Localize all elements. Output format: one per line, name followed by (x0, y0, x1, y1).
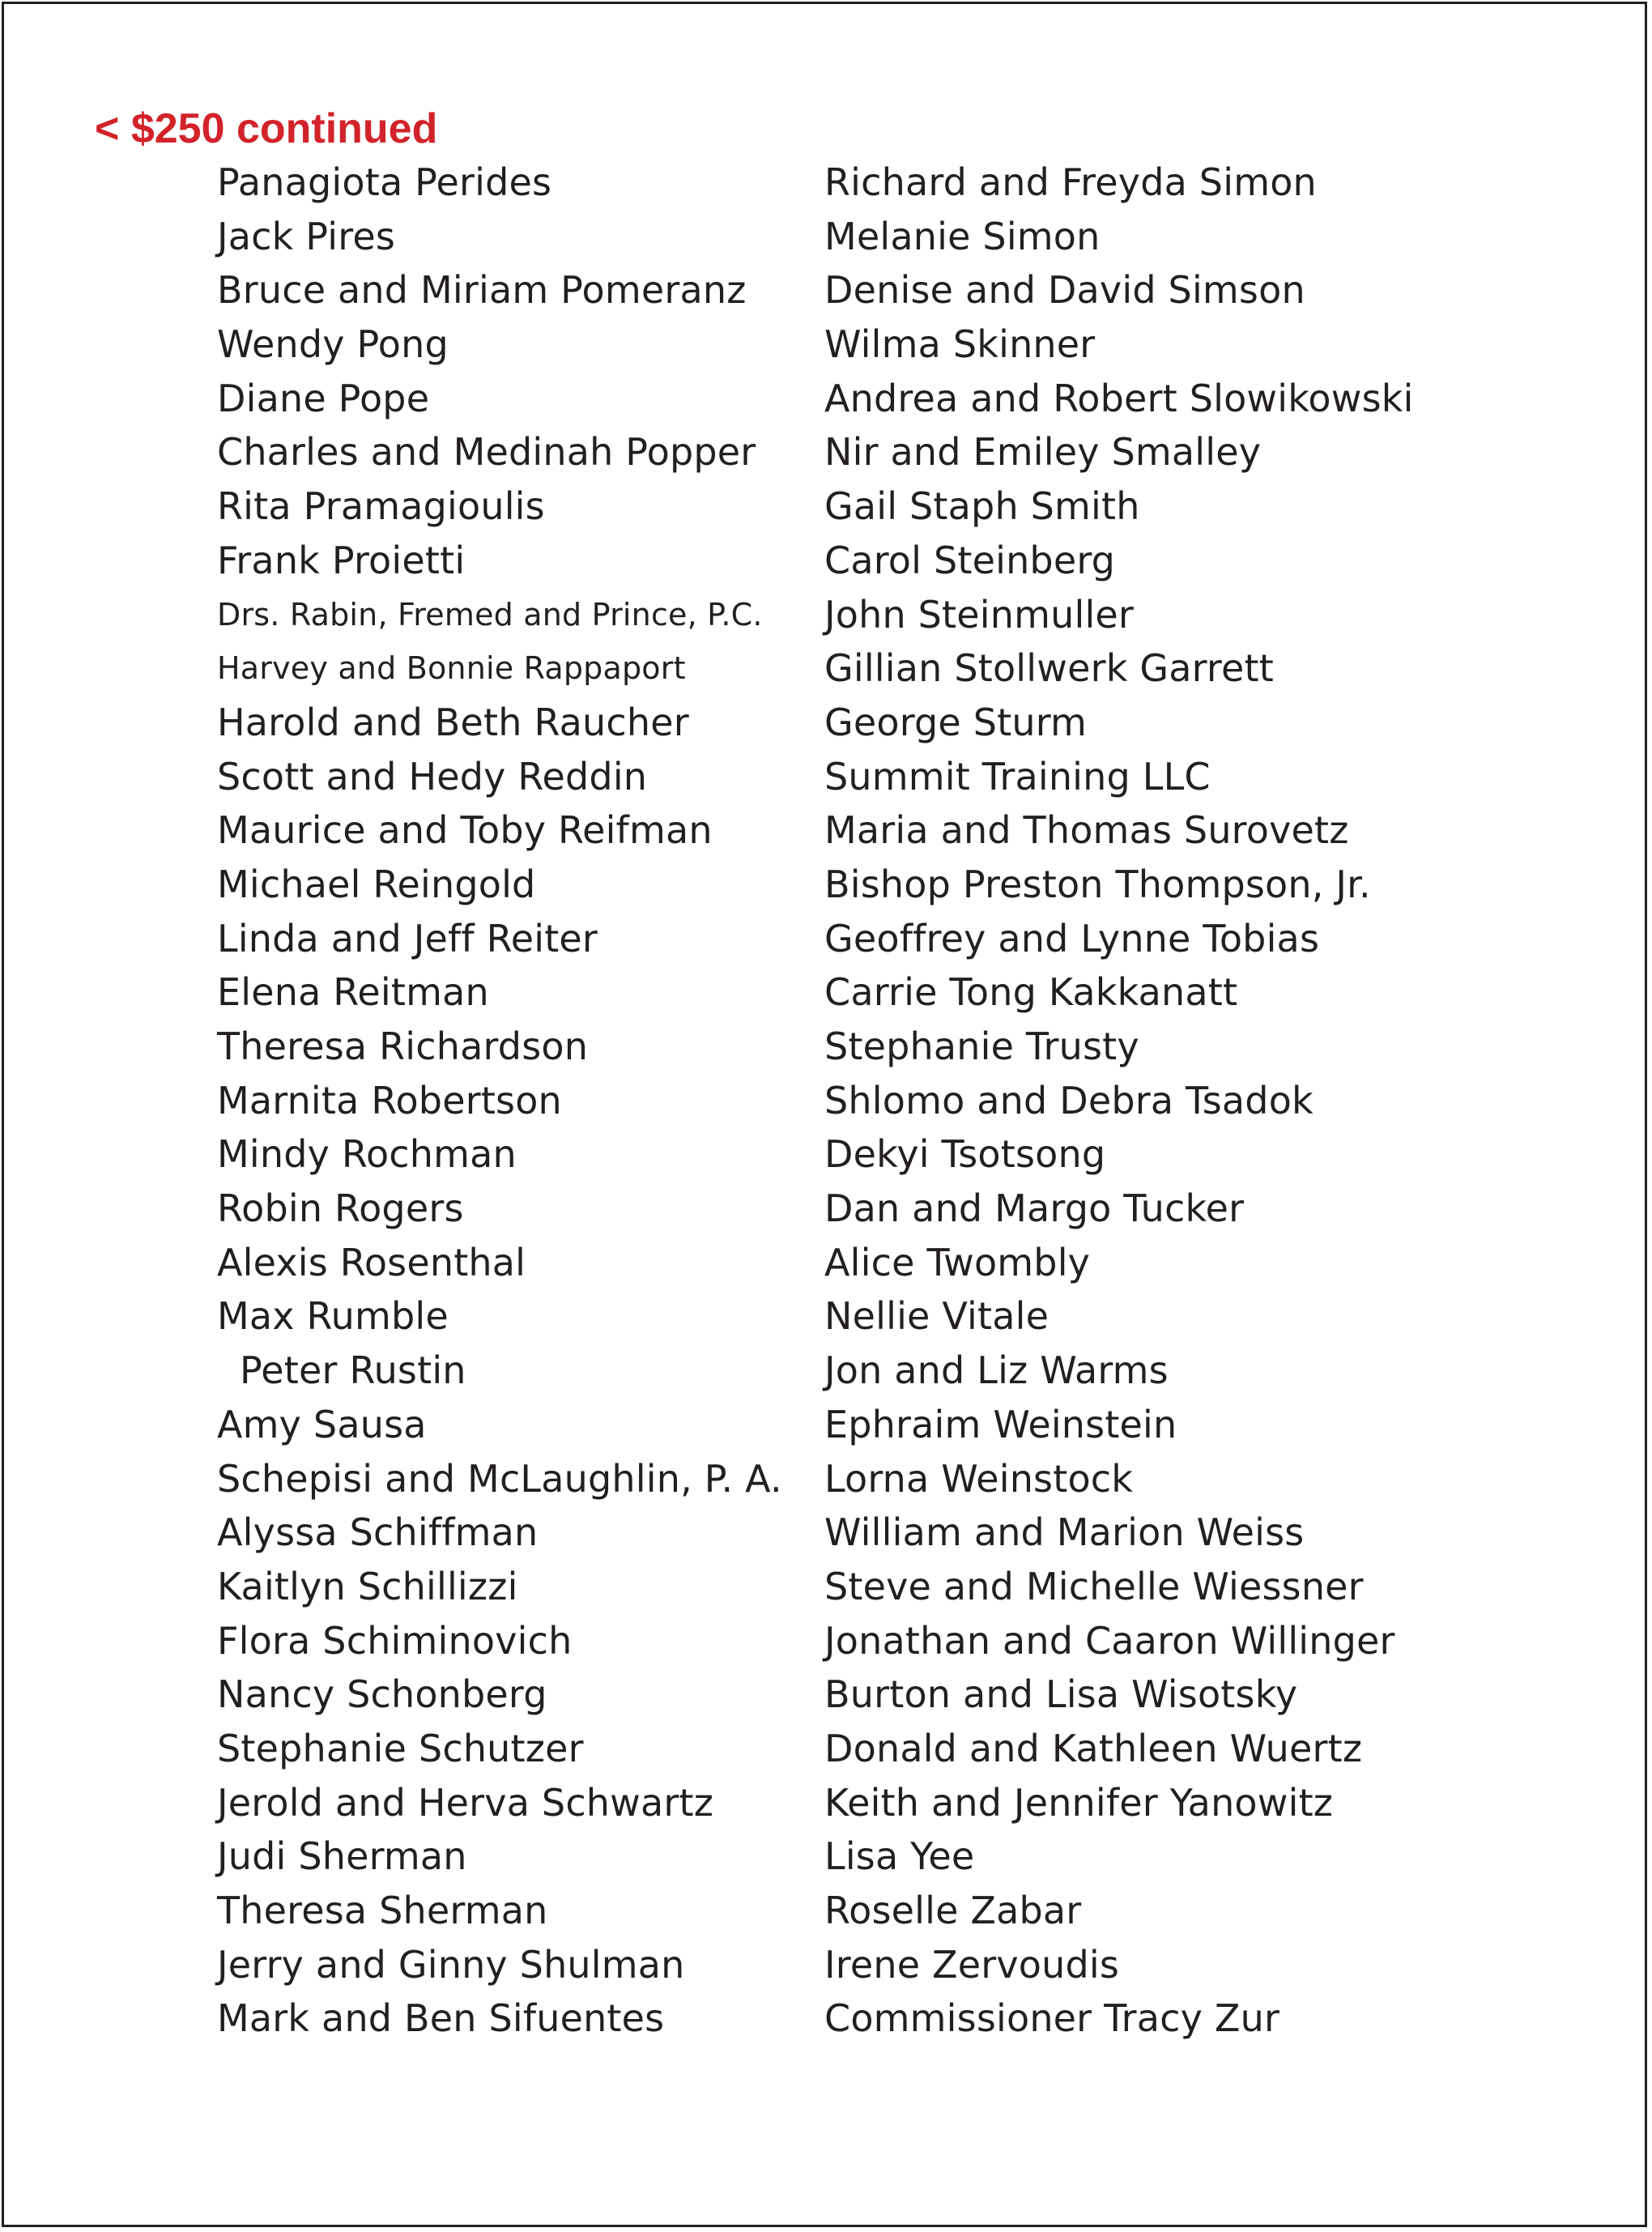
donor-name: Nellie Vitale (824, 1294, 1050, 1339)
donor-name: John Steinmuller (824, 592, 1135, 637)
donor-name: Wendy Pong (217, 322, 449, 367)
donor-name: Summit Training LLC (824, 754, 1211, 799)
donor-name: Dan and Margo Tucker (824, 1186, 1245, 1231)
donor-name: Jon and Liz Warms (824, 1348, 1169, 1393)
donor-name: Flora Schiminovich (217, 1618, 573, 1663)
donor-name: Roselle Zabar (824, 1889, 1082, 1932)
donor-name: Bruce and Miriam Pomeranz (217, 268, 747, 313)
donor-name: Richard and Freyda Simon (824, 160, 1317, 204)
donor-name: Nancy Schonberg (217, 1672, 547, 1717)
donor-name: Shlomo and Debra Tsadok (824, 1078, 1314, 1122)
donor-name: Geoffrey and Lynne Tobias (824, 916, 1320, 961)
donor-name: Dekyi Tsotsong (824, 1132, 1106, 1177)
donor-name: Kaitlyn Schillizzi (217, 1564, 518, 1608)
donor-name: Lorna Weinstock (824, 1456, 1134, 1501)
donor-name: Harvey and Bonnie Rappaport (217, 650, 686, 687)
section-heading: < $250 continued (95, 105, 438, 152)
donor-name: Elena Reitman (217, 970, 489, 1015)
donor-name: Alice Twombly (824, 1240, 1091, 1284)
donor-name: Judi Sherman (217, 1834, 467, 1879)
donor-name: Alyssa Schiffman (217, 1510, 539, 1555)
donor-name: Schepisi and McLaughlin, P. A. (217, 1456, 782, 1501)
donor-name: Steve and Michelle Wiessner (824, 1564, 1364, 1608)
donor-name: Jack Pires (217, 214, 395, 258)
donor-name: Stephanie Schutzer (217, 1726, 584, 1770)
donor-name: Maria and Thomas Surovetz (824, 808, 1349, 853)
donor-name: Robin Rogers (217, 1186, 464, 1231)
donor-name: Ephraim Weinstein (824, 1402, 1177, 1446)
donor-name: Bishop Preston Thompson, Jr. (824, 862, 1371, 906)
donor-name: Mark and Ben Sifuentes (217, 1996, 665, 2041)
donor-name: Alexis Rosenthal (217, 1240, 526, 1284)
donor-name: Linda and Jeff Reiter (217, 916, 598, 961)
donor-name: Donald and Kathleen Wuertz (824, 1726, 1363, 1770)
donor-name: Peter Rustin (240, 1348, 466, 1393)
donor-name: Rita Pramagioulis (217, 484, 545, 529)
donor-name: Scott and Hedy Reddin (217, 754, 648, 799)
donor-name: Irene Zervoudis (824, 1942, 1120, 1987)
donor-name: Michael Reingold (217, 862, 536, 906)
donor-name: Jonathan and Caaron Willinger (824, 1618, 1395, 1663)
donor-name: Melanie Simon (824, 214, 1101, 258)
donor-name: Denise and David Simson (824, 268, 1305, 313)
donor-name: Stephanie Trusty (824, 1024, 1139, 1068)
donor-name: Nir and Emiley Smalley (824, 430, 1262, 475)
donor-name: Drs. Rabin, Fremed and Prince, P.C. (217, 596, 763, 633)
donor-name: Charles and Medinah Popper (217, 430, 756, 475)
donor-name: Andrea and Robert Slowikowski (824, 376, 1414, 420)
donor-name: Marnita Robertson (217, 1078, 562, 1122)
donor-name: William and Marion Weiss (824, 1510, 1305, 1555)
donor-list-left (217, 155, 782, 2046)
donor-list-right (824, 155, 1414, 2046)
donor-name: Gail Staph Smith (824, 484, 1140, 529)
donor-name: Harold and Beth Raucher (217, 700, 689, 744)
donor-name: George Sturm (824, 700, 1088, 744)
donor-name: Diane Pope (217, 376, 430, 420)
donor-name: Lisa Yee (824, 1834, 975, 1879)
donor-name: Gillian Stollwerk Garrett (824, 646, 1274, 691)
donor-name: Carrie Tong Kakkanatt (824, 970, 1238, 1015)
donor-name: Commissioner Tracy Zur (824, 1996, 1280, 2041)
donor-name: Theresa Richardson (217, 1024, 589, 1068)
donor-name: Wilma Skinner (824, 322, 1096, 367)
donor-name: Jerold and Herva Schwartz (217, 1780, 714, 1825)
donor-name: Burton and Lisa Wisotsky (824, 1672, 1298, 1717)
donor-name: Frank Proietti (217, 538, 466, 582)
donor-name: Keith and Jennifer Yanowitz (824, 1780, 1334, 1825)
donor-name: Panagiota Perides (217, 160, 552, 204)
donor-name: Max Rumble (217, 1294, 449, 1339)
donor-name: Jerry and Ginny Shulman (217, 1942, 685, 1987)
donor-name: Theresa Sherman (217, 1889, 548, 1932)
donor-name: Maurice and Toby Reifman (217, 808, 713, 853)
donor-name: Carol Steinberg (824, 538, 1116, 582)
donor-name: Mindy Rochman (217, 1132, 517, 1177)
donor-name: Amy Sausa (217, 1402, 427, 1446)
